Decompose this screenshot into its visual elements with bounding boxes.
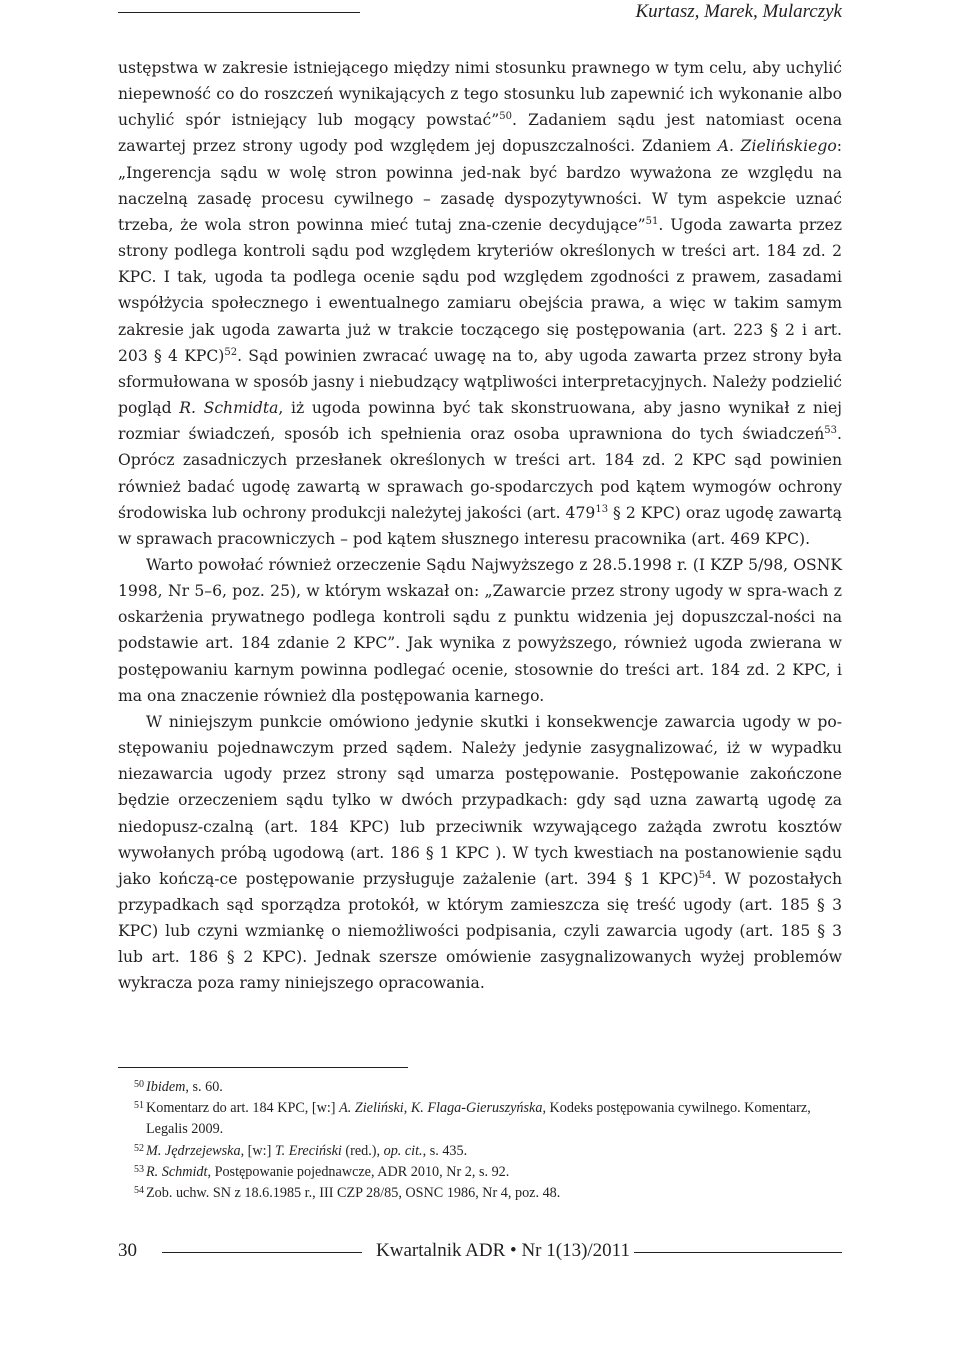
running-header [118,0,842,26]
paragraph: Warto powołać również orzeczenie Sądu Najwyższego z 28.5.1998 r. (I KZP 5/98, OSNK 1998, Nr 5–6, poz. 25), w którym wskazał on: „Zawarcie przez strony ugody w spra-wach z oskarżenia prywatnego podlega kontroli sądu z punktu widzenia jej dopuszczal-ności na podstawie art. 184 zdanie 2 KPC”. Jak wynika z powyższego, również ugoda zwierana w postępowaniu karnym powinna podlegać ocenie, stosownie do treści art. 184 zd. 2 KPC, i ma ona znaczenie również dla postępowania karnego. [118,555,842,705]
journal-title: Kwartalnik ADR • Nr 1(13)/2011 [376,1240,630,1261]
italic-span: op. cit. [383,1142,423,1159]
footnote-ref: 54 [698,869,712,881]
footnote-rule [118,1067,408,1068]
italic-span: Ibidem [146,1079,186,1095]
page-number: 30 [118,1240,137,1261]
footnote-ref: 51 [645,215,659,227]
footnote-ref: 52 [224,346,238,358]
italic-span: M. Jędrzejewska [146,1142,241,1159]
footnotes [118,1077,842,1204]
footnote: 51 Komentarz do art. 184 KPC, [w:] A. Zieliński, K. Flaga-Gieruszyńska, Kodeks postępowania cywilnego. Komentarz, Legalis 2009. [134,1100,811,1138]
footnote-ref: 13 [595,503,609,515]
footnote-ref: 53 [824,425,838,436]
footnote: 52 M. Jędrzejewska, [w:] T. Ereciński (red.), op. cit., s. 435. [134,1142,468,1159]
italic-span: A. Zielińskiego [717,137,837,156]
footnote: 54 Zob. uchw. SN z 18.6.1985 r., III CZP 28/85, OSNC 1986, Nr 4, poz. 48. [134,1185,561,1202]
footer-rule-left [162,1252,362,1253]
italic-span: K. Flaga-Gieruszyńska [410,1100,543,1117]
running-footer [118,1240,842,1266]
italic-span: T. Ereciński [274,1142,342,1159]
footnote: 50 Ibidem, s. 60. [134,1079,223,1095]
paragraph: ustępstwa w zakresie istniejącego między nimi stosunku prawnego w tym celu, aby uchylić niepewność co do roszczeń wynikających z tego stosunku lub zapewnić ich wykonanie albo uchylić spór istniejący lub mogący powstać”$^{50}$. Zadaniem sądu jest natomiast ocena zawartej przez strony ugody pod względem jej dopuszczalności. Zdaniem A. Zielińskiego: „Ingerencja sądu w wolę stron powinna jed-nak być bardzo wyważona ze względu na naczelną zasadę procesu cywilnego – zasadę dyspozytywności. W tym aspekcie uznać trzeba, że wola stron powinna mieć tutaj zna-czenie decydujące”$^{51}$. Ugoda zawarta przez strony podlega kontroli sądu pod względem kryteriów określonych w treści art. 184 zd. 2 KPC. I tak, ugoda ta podlega ocenie sądu pod względem zgodności z prawem, zasadami współżycia społecznego i ewentualnego zamiaru obejścia prawa, a więc w takim samym zakresie jak ugoda zawarta już w trakcie toczącego się postępowania (art. 223 § 2 i art. 203 § 4 KPC)$^{52}$. Sąd powinien zwracać uwagę na to, aby ugoda zawarta przez strony była sformułowana w sposób jasny i niebudzący wątpliwości interpretacyjnych. Należy podzielić pogląd R. Schmidta, iż ugoda powinna być tak skonstruowana, aby jasno wynikał z niej rozmiar świadczeń, sposób ich spełnienia oraz osoba uprawniona do tych świadczeń$^{53}$. Oprócz zasadniczych przesłanek określonych w treści art. 184 zd. 2 KPC sąd powinien również badać ugodę zawartą w sprawach go-spodarczych pod kątem wymogów ochrony środowiska lub ochrony produkcji należytej jakości (art. $479^{13}$ § 2 KPC) oraz ugodę zawartą w sprawach pracowniczych – pod kątem słusznego interesu pracownika (art. 469 KPC). [118,59,843,548]
footnote-ref: 50 [499,111,512,123]
italic-span: R. Schmidt [146,1163,208,1180]
header-authors: Kurtasz, Marek, Mularczyk [635,1,842,22]
paragraph: W niniejszym punkcie omówiono jedynie skutki i konsekwencje zawarcia ugody w po-stępowaniu pojednawczym przed sądem. Należy jedynie zasygnalizować, iż w wypadku niezawarcia ugody przez strony sąd umarza postępowanie. Postępowanie zakończone będzie orzeczeniem sądu tylko w dwóch przypadkach: gdy sąd uzna zawartą ugodę za niedopusz-czalną (art. 184 KPC) lub przeciwnik wzywającego zażąda zwrotu kosztów wywołanych próbą ugodową (art. 186 § 1 KPC ). W tych kwestiach na postanowienie sądu jako kończą-ce postępowanie przysługuje zażalenie (art. 394 § 1 KPC)$^{54}$. W pozostałych przypadkach sąd sporządza protokół, w którym zamieszcza się treść ugody (art. 185 § 3 KPC) lub czyni wzmiankę o niemożliwości podpisania, czyli zawarcia ugody (art. 185 § 3 lub art. 186 § 2 KPC). Jednak szersze omówienie zasygnalizowanych wyżej problemów wykracza poza ramy niniejszego opracowania. [118,712,842,993]
italic-span: R. Schmidta [179,399,279,418]
main-text [118,55,842,997]
italic-span: A. Zieliński [339,1100,404,1117]
footnote: 53 R. Schmidt, Postępowanie pojednawcze, ADR 2010, Nr 2, s. 92. [134,1163,510,1180]
footer-rule-right [634,1252,842,1253]
header-rule [118,12,360,13]
